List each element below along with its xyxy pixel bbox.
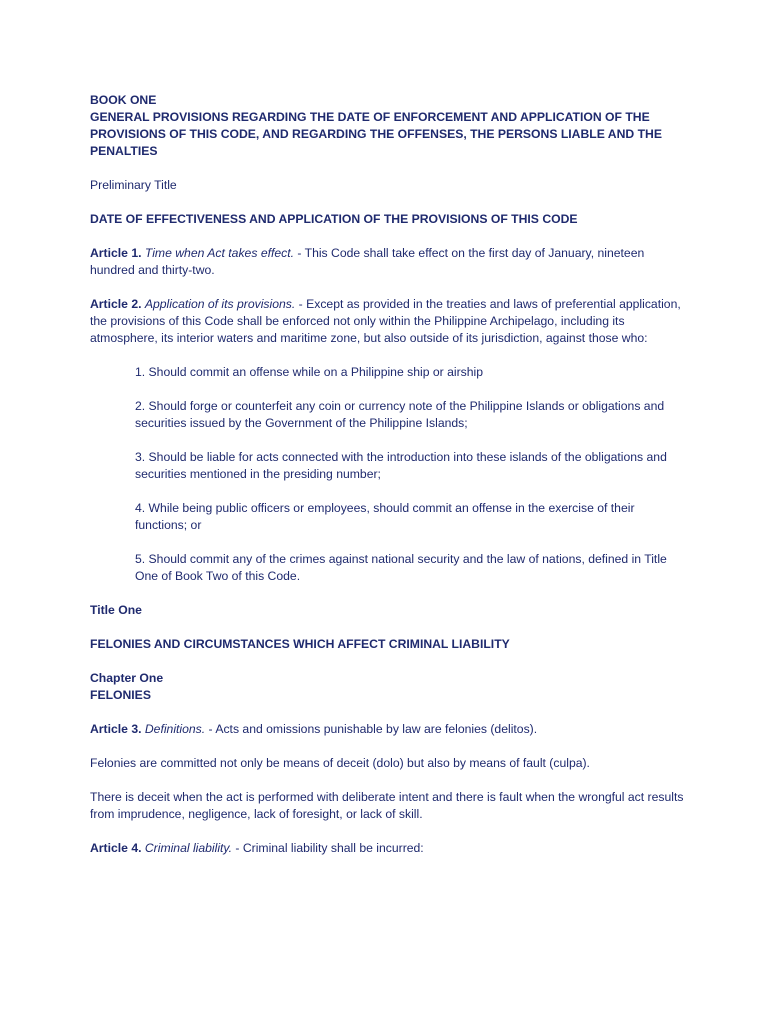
section-heading: DATE OF EFFECTIVENESS AND APPLICATION OF THE PROVISIONS OF THIS CODE [90,212,578,226]
list-item: 3. Should be liable for acts connected with the introduction into these islands of the obligations and securities mentioned in the presiding number; [135,450,667,481]
article-3-label: Article 3. [90,722,142,736]
article-2 [90,296,690,347]
article-4 [90,840,690,857]
article-4-label: Article 4. [90,841,142,855]
preliminary-title: Preliminary Title [90,178,177,192]
paragraph-deceit: There is deceit when the act is performed with deliberate intent and there is fault when the wrongful act results from imprudence, negligence, lack of foresight, or lack of skill. [90,790,684,821]
article-1-text: - This Code shall take effect on the first day of January, nineteen hundred and thirty-two. [90,246,645,277]
article-2-title: Application of its provisions. [144,297,296,311]
chapter-title: FELONIES [90,688,151,702]
paragraph-felonies: Felonies are committed not only be means of deceit (dolo) but also by means of fault (culpa). [90,756,590,770]
article-1 [90,245,690,279]
list-item: 1. Should commit an offense while on a Philippine ship or airship [135,365,483,379]
article-4-title: Criminal liability. [144,841,233,855]
article-3-text: - Acts and omissions punishable by law are felonies (delitos). [205,722,538,736]
article-3-title: Definitions. [144,722,206,736]
article-2-label: Article 2. [90,297,142,311]
article-4-text: - Criminal liability shall be incurred: [232,841,424,855]
book-title: GENERAL PROVISIONS REGARDING THE DATE OF ENFORCEMENT AND APPLICATION OF THE PROVISIONS OF THIS CODE, AND REGARDING THE OFFENSES, THE PERSONS LIABLE AND THE PENALTIES [90,110,662,158]
felonies-heading: FELONIES AND CIRCUMSTANCES WHICH AFFECT CRIMINAL LIABILITY [90,637,510,651]
list-item: 4. While being public officers or employees, should commit an offense in the exercise of their functions; or [135,501,635,532]
list-item: 2. Should forge or counterfeit any coin or currency note of the Philippine Islands or obligations and securities issued by the Government of the Philippine Islands; [135,399,665,430]
article-2-text: - Except as provided in the treaties and laws of preferential application, the provisions of this Code shall be enforced not only within the Philippine Archipelago, including its atmosphere, its interior waters and maritime zone, but also outside of its jurisdiction, against those who: [90,297,681,345]
document-page [90,92,690,857]
list-item: 5. Should commit any of the crimes against national security and the law of nations, defined in Title One of Book Two of this Code. [135,552,667,583]
article-1-label: Article 1. [90,246,142,260]
article-3 [90,721,690,738]
title-one: Title One [90,603,142,617]
article-2-list [90,364,690,585]
chapter-label: Chapter One [90,671,164,685]
article-1-title: Time when Act takes effect. [144,246,295,260]
book-label: BOOK ONE [90,93,157,107]
